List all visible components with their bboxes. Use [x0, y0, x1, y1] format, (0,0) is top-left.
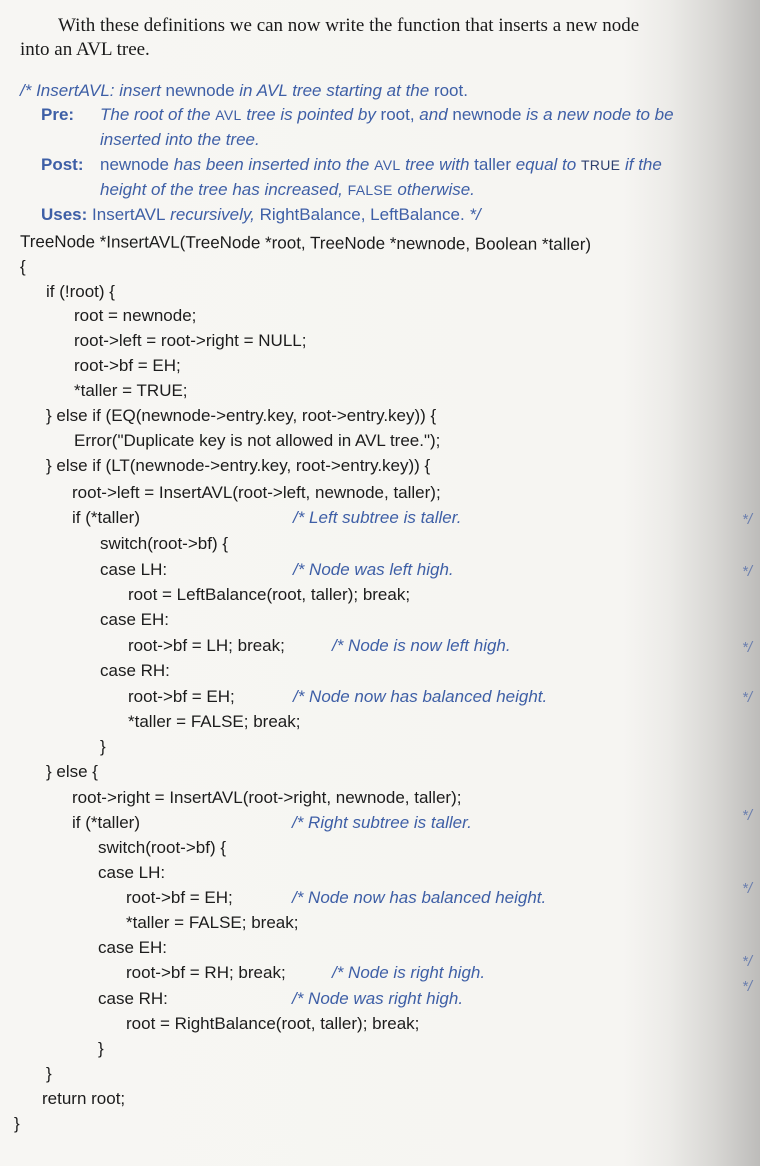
uses-line: Uses: InsertAVL recursively, RightBalance, LeftBalance. */: [41, 205, 481, 224]
code-line: root->bf = RH; break;: [126, 963, 286, 982]
uses-label: Uses:: [41, 205, 88, 224]
code-line: root = LeftBalance(root, taller); break;: [128, 585, 411, 604]
code-comment: /* Node was left high.: [293, 560, 454, 579]
code-line: root->left = root->right = NULL;: [74, 331, 307, 350]
postcondition-line-2: height of the tree has increased, FALSE otherwise.: [100, 180, 475, 199]
code-line: *taller = FALSE; break;: [126, 913, 299, 932]
comment-close-mark: */: [742, 639, 753, 656]
code-line: }: [98, 1039, 104, 1058]
code-line: root = RightBalance(root, taller); break;: [126, 1014, 420, 1033]
code-line-signature: TreeNode *InsertAVL(TreeNode *root, TreeNode *newnode, Boolean *taller): [19, 232, 592, 254]
comment-close-mark: */: [742, 978, 753, 995]
code-line: root->right = InsertAVL(root->right, newnode, taller);: [72, 788, 462, 807]
code-line: {: [20, 257, 26, 276]
function-comment-title: /* InsertAVL: insert newnode in AVL tree starting at the root.: [20, 81, 468, 100]
code-line: case RH:: [100, 661, 170, 680]
code-comment: /* Node now has balanced height.: [293, 687, 548, 706]
code-line: Error("Duplicate key is not allowed in AVL tree.");: [74, 431, 441, 450]
code-comment: /* Node was right high.: [292, 989, 464, 1008]
comment-close-mark: */: [742, 807, 753, 824]
code-line: case RH:: [98, 989, 168, 1008]
code-line: root->left = InsertAVL(root->left, newnode, taller);: [72, 483, 441, 502]
code-comment: /* Right subtree is taller.: [292, 813, 472, 832]
code-line: return root;: [42, 1089, 126, 1108]
code-line: } else if (EQ(newnode->entry.key, root->entry.key)) {: [46, 406, 437, 425]
code-line: root = newnode;: [74, 306, 197, 325]
code-comment: /* Node is right high.: [332, 963, 486, 982]
code-comment: /* Left subtree is taller.: [293, 508, 462, 527]
code-line: root->bf = EH;: [128, 687, 235, 706]
comment-close-mark: */: [742, 563, 753, 580]
postcondition-line-1: Post: newnode has been inserted into the AVL tree with taller equal to TRUE if the: [41, 155, 662, 174]
code-line: case LH:: [100, 560, 168, 579]
code-line: if (!root) {: [46, 282, 115, 301]
code-line: } else if (LT(newnode->entry.key, root->entry.key)) {: [46, 456, 431, 475]
precondition-line-1: Pre: The root of the AVL tree is pointed by root, and newnode is a new node to be: [41, 105, 674, 124]
pre-label: Pre:: [41, 105, 75, 124]
code-line: switch(root->bf) {: [98, 838, 227, 857]
code-comment: /* Node is now left high.: [332, 636, 511, 655]
code-line: root->bf = EH;: [74, 356, 181, 375]
code-line: root->bf = EH;: [126, 888, 233, 907]
post-label: Post:: [41, 155, 84, 174]
code-line: root->bf = LH; break;: [128, 636, 285, 655]
code-line: *taller = TRUE;: [74, 381, 188, 400]
code-line: switch(root->bf) {: [100, 534, 229, 553]
comment-close-mark: */: [742, 880, 753, 897]
code-line: }: [46, 1064, 52, 1083]
precondition-line-2: inserted into the tree.: [100, 130, 260, 149]
comment-close-mark: */: [742, 689, 753, 706]
intro-line-2: into an AVL tree.: [20, 39, 150, 60]
code-line: if (*taller): [72, 813, 141, 832]
code-line: case LH:: [98, 863, 166, 882]
code-line: }: [100, 737, 106, 756]
code-line: case EH:: [100, 610, 169, 629]
intro-line-1: With these definitions we can now write the function that inserts a new node: [58, 15, 640, 36]
code-line: case EH:: [98, 938, 167, 957]
code-line: *taller = FALSE; break;: [128, 712, 301, 731]
code-comment: /* Node now has balanced height.: [292, 888, 547, 907]
code-line: if (*taller): [72, 508, 141, 527]
code-line: }: [14, 1114, 20, 1133]
comment-close-mark: */: [742, 511, 753, 528]
comment-close-mark: */: [742, 953, 753, 970]
code-line: } else {: [46, 762, 98, 781]
